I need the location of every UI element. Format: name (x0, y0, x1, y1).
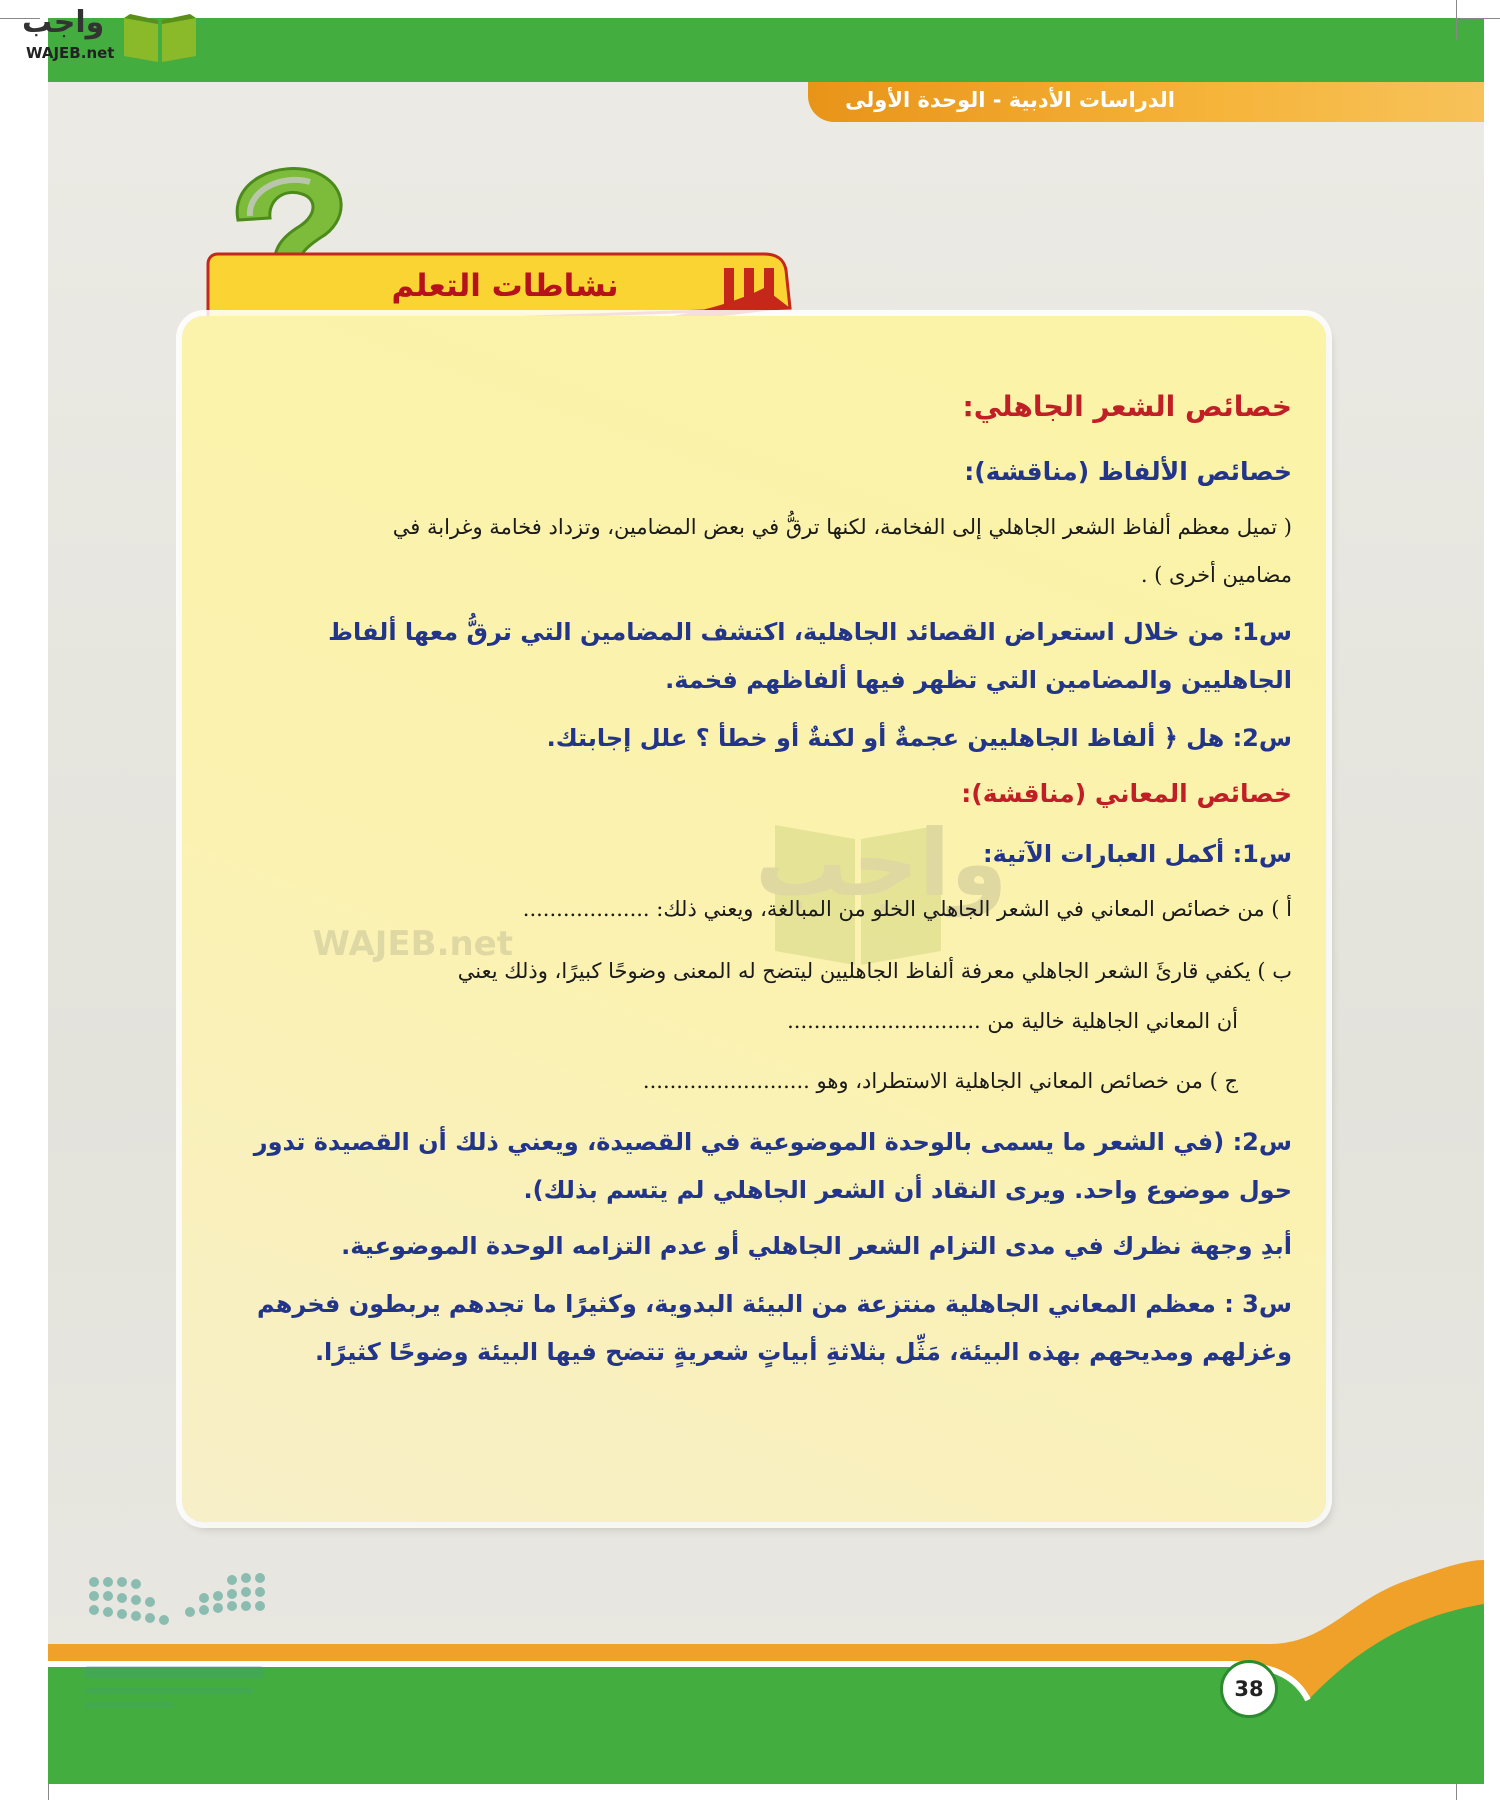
words-heading: خصائص الألفاظ (مناقشة): (964, 457, 1292, 486)
book-icon (122, 10, 198, 64)
meanings-question-3-line-2: وغزلهم ومديحهم بهذه البيئة، مَثِّل بثلاثةِ أبياتٍ شعريةٍ تتضح فيها البيئة وضوحًا كثيرًا. (314, 1338, 1292, 1366)
crop-mark (1460, 18, 1500, 19)
logo-subtext: WAJEB.net (26, 44, 115, 62)
meanings-question-2-line-2: حول موضوع واحد. ويرى النقاد أن الشعر الجاهلي لم يتسم بذلك). (523, 1176, 1292, 1204)
watermark-text: واجب (755, 810, 1008, 917)
watermark-subtext: WAJEB.net (312, 924, 513, 964)
page-number: 38 (1220, 1660, 1278, 1718)
item-a: أ ) من خصائص المعاني في الشعر الجاهلي الخلو من المبالغة، ويعني ذلك: ................... (522, 897, 1292, 921)
question-2: س2: هل ﴿ ألفاظ الجاهليين عجمةٌ أو لكنةٌ أو خطأ ؟ علل إجابتك. (546, 724, 1292, 752)
question-1-line-2: الجاهليين والمضامين التي تظهر فيها ألفاظهم فخمة. (665, 666, 1292, 694)
question-1-line-1: س1: من خلال استعراض القصائد الجاهلية، اكتشف المضامين التي ترقُّ معها ألفاظ (328, 618, 1292, 646)
header-title: الدراسات الأدبية - الوحدة الأولى (845, 88, 1175, 112)
words-paragraph-line-2: مضامين أخرى ) . (1140, 563, 1292, 587)
activity-title: نشاطات التعلم (391, 268, 619, 304)
top-green-band (48, 18, 1484, 82)
main-heading: خصائص الشعر الجاهلي: (962, 390, 1292, 423)
meanings-question-1: س1: أكمل العبارات الآتية: (983, 840, 1292, 868)
meanings-question-2-line-3: أبدِ وجهة نظرك في مدى التزام الشعر الجاهلي أو عدم التزامه الوحدة الموضوعية. (341, 1232, 1292, 1260)
crop-mark (1456, 0, 1457, 40)
meanings-question-2-line-1: س2: (في الشعر ما يسمى بالوحدة الموضوعية في القصيدة، ويعني ذلك أن القصيدة تدور (253, 1128, 1292, 1156)
meanings-question-3-line-1: س3 : معظم المعاني الجاهلية منتزعة من البيئة البدوية، وكثيرًا ما تجدهم يربطون فخرهم (256, 1290, 1292, 1318)
item-c: ج ) من خصائص المعاني الجاهلية الاستطراد، وهو ......................... (642, 1069, 1238, 1093)
meanings-heading: خصائص المعاني (مناقشة): (961, 779, 1292, 808)
logo-text: واجب (22, 5, 105, 40)
item-b-line-1: ب ) يكفي قارئَ الشعر الجاهلي معرفة ألفاظ الجاهليين ليتضح له المعنى وضوحًا كبيرًا، وذلك يعني (457, 959, 1292, 983)
item-b-line-2: أن المعاني الجاهلية خالية من ............................. (787, 1009, 1238, 1033)
ministry-logo (84, 1562, 274, 1732)
wajeb-logo[interactable] (12, 6, 190, 68)
words-paragraph-line-1: ( تميل معظم ألفاظ الشعر الجاهلي إلى الفخامة، لكنها ترقُّ في بعض المضامين، وتزداد فخامة وغرابة في (392, 515, 1292, 539)
